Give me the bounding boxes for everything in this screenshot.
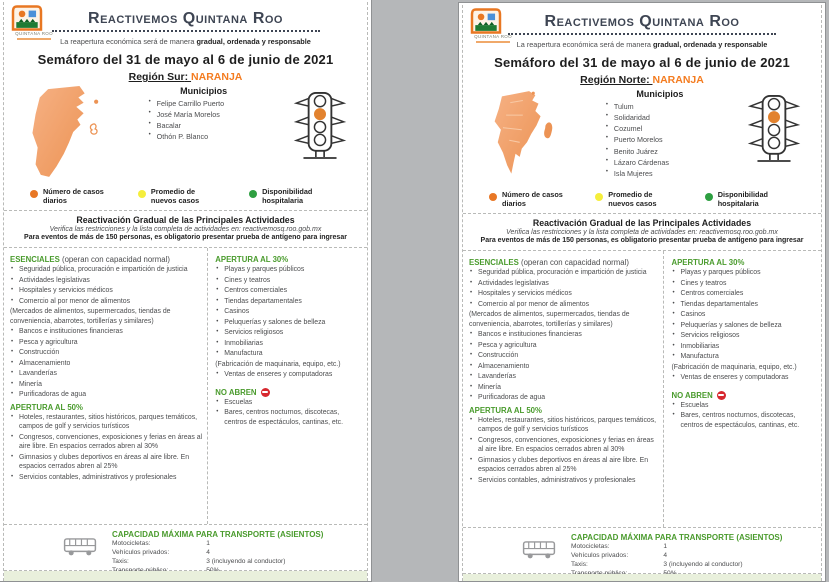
activity-item: (Fabricación de maquinaria, equipo, etc.) <box>671 363 797 371</box>
transport-row-label: Vehículos privados: <box>571 551 629 559</box>
activity-item: • Bancos e instituciones financieras <box>469 330 659 340</box>
activity-item: • Hospitales y servicios médicos <box>10 286 203 296</box>
activity-item: • Peluquerías y salones de belleza <box>671 321 817 331</box>
legend-dot-icon <box>489 193 497 201</box>
activity-item: • Ventas de enseres y computadoras <box>215 370 363 380</box>
activity-item: • Tiendas departamentales <box>215 297 363 307</box>
activity-item: • Bares, centros nocturnos, discotecas, centros de espectáculos, cantinas, etc. <box>671 411 817 430</box>
municipio-item: • José María Morelos <box>149 109 273 120</box>
activity-item: (Mercados de alimentos, supermercados, tiendas de conveniencia, abarrotes, tortillerías y similares) <box>10 308 171 325</box>
municipios-list <box>592 101 728 179</box>
activity-item: • Bancos e instituciones financieras <box>10 327 203 337</box>
esenciales-list <box>10 265 203 400</box>
legend-label: Disponibilidad hospitalaria <box>262 187 313 206</box>
reactivacion-title: Reactivación Gradual de las Principales Actividades <box>532 218 752 228</box>
transport-row <box>112 549 336 558</box>
transport-row <box>571 552 791 561</box>
region-label: Región Norte <box>580 74 647 86</box>
apertura50-list <box>10 413 203 483</box>
legend-item <box>705 190 811 209</box>
flyer-page-region-sur <box>0 0 372 582</box>
activity-item: • Construcción <box>10 348 203 358</box>
activity-item: • Playas y parques públicos <box>215 265 363 275</box>
activity-item: • Cines y teatros <box>215 276 363 286</box>
subtitle-normal: La reapertura económica será de manera <box>516 40 653 49</box>
no-entry-icon <box>717 391 726 400</box>
subtitle-bold: gradual, ordenada y responsable <box>196 37 311 46</box>
activity-item: • Almacenamiento <box>10 359 203 369</box>
region-line <box>4 71 367 83</box>
activity-item: • Centros comerciales <box>671 289 817 299</box>
activity-item: • Minería <box>469 383 659 393</box>
municipio-item: • Benito Juárez <box>606 146 728 157</box>
activity-item: • Actividades legislativas <box>10 276 203 286</box>
region-label: Región Sur <box>128 71 185 83</box>
legend-item <box>489 190 595 209</box>
municipios-block <box>592 88 728 184</box>
apertura30-list <box>215 265 363 380</box>
transport-row-label: Motocicletas: <box>571 543 610 550</box>
no-abren-title: NO ABREN <box>215 387 257 397</box>
reactivacion-line1: Verifica las restricciones y la lista completa de actividades en: reactivemosq.roo.gob.mx <box>506 229 778 236</box>
legend-label: Promedio de nuevos casos <box>150 187 200 206</box>
region-separator: : <box>184 71 192 83</box>
traffic-light-icon <box>743 92 805 168</box>
subtitle-normal: La reapertura económica será de manera <box>60 37 197 46</box>
subtitle <box>4 37 367 46</box>
legend-item <box>249 187 357 206</box>
activity-item: (Mercados de alimentos, supermercados, tiendas de conveniencia, abarrotes, tortillerías y similares) <box>469 311 630 328</box>
transport-row-value: 1 <box>663 543 668 550</box>
no-abren-title: NO ABREN <box>671 390 713 400</box>
map-region-sur <box>14 85 124 179</box>
quintana-roo-logo <box>10 4 58 40</box>
activity-item: • Centros comerciales <box>215 286 363 296</box>
legend-dot-icon <box>30 190 38 198</box>
reactivacion-line1: Verifica las restricciones y la lista completa de actividades en: reactivemosq.roo.gob.mx <box>49 226 322 233</box>
activity-item: • Actividades legislativas <box>469 279 659 289</box>
activity-item: • Escuelas <box>671 401 817 411</box>
footer-band <box>4 571 367 582</box>
activity-item: • Minería <box>10 380 203 390</box>
transport-row <box>112 558 336 567</box>
transport-title: CAPACIDAD MÁXIMA PARA TRANSPORTE (ASIENTOS) <box>112 530 324 539</box>
transport-title: CAPACIDAD MÁXIMA PARA TRANSPORTE (ASIENTOS) <box>571 533 783 542</box>
bus-icon <box>62 536 98 558</box>
activity-item: • Servicios contables, administrativos y profesionales <box>469 476 659 486</box>
header-section <box>4 2 367 211</box>
transport-row-value: 4 <box>663 551 668 559</box>
reactivacion-title: Reactivación Gradual de las Principales Actividades <box>76 215 295 225</box>
activity-item: • Bares, centros nocturnos, discotecas, centros de espectáculos, cantinas, etc. <box>215 408 363 427</box>
header-section <box>463 5 821 214</box>
activity-item: • Gimnasios y clubes deportivos en áreas al aire libre. En espacios cerrados abren al 25% <box>10 453 203 472</box>
activity-item: • Congresos, convenciones, exposiciones y ferias en áreas al aire libre. En espacios cerrados abren al 30% <box>469 436 659 455</box>
apertura30-title: APERTURA AL 30% <box>671 258 745 267</box>
legend-item <box>138 187 249 206</box>
municipio-item: • Othón P. Blanco <box>149 131 273 142</box>
reactivacion-header-section <box>463 214 821 251</box>
logo-decorative-bar <box>17 38 51 40</box>
esenciales-suffix: (operan con capacidad normal) <box>59 255 170 264</box>
activity-item: • Servicios religiosos <box>671 331 817 341</box>
reactivacion-header-section <box>4 211 367 248</box>
region-value: NARANJA <box>191 71 243 83</box>
legend-dot-icon <box>595 193 603 201</box>
activity-item: • Peluquerías y salones de belleza <box>215 318 363 328</box>
apertura50-title: APERTURA AL 50% <box>10 402 83 412</box>
legend-item <box>30 187 138 206</box>
transport-row-value: 3 (incluyendo al conductor) <box>663 560 743 568</box>
municipio-item: • Felipe Carrillo Puerto <box>149 98 273 109</box>
legend <box>4 181 367 206</box>
dotted-separator <box>508 33 776 35</box>
activity-item: • Casinos <box>215 307 363 317</box>
no-abren-list <box>215 398 363 428</box>
municipios-title: Municipios <box>636 89 684 99</box>
state-emblem-icon <box>469 7 503 35</box>
apertura30-list <box>671 268 817 383</box>
transport-row-value: 3 (incluyendo al conductor) <box>206 557 286 565</box>
no-entry-icon <box>261 388 270 397</box>
legend-item <box>595 190 704 209</box>
activity-item: • Inmobiliarias <box>671 342 817 352</box>
activity-item: • Playas y parques públicos <box>671 268 817 278</box>
region-value: NARANJA <box>652 74 704 86</box>
state-emblem-icon <box>10 4 44 32</box>
logo-caption: QUINTANA ROO <box>15 31 53 36</box>
legend <box>463 184 821 209</box>
no-abren-header <box>671 391 817 400</box>
municipio-item: • Cozumel <box>606 123 728 134</box>
apertura50-title: APERTURA AL 50% <box>469 405 542 415</box>
activity-item: • Hoteles, restaurantes, sitios históricos, parques temáticos, campos de golf y servicios turísticos <box>10 413 203 432</box>
activity-item: • Servicios religiosos <box>215 328 363 338</box>
activity-item: • Tiendas departamentales <box>671 300 817 310</box>
activity-item: • Manufactura <box>215 349 363 359</box>
legend-label: Número de casos diarios <box>43 187 104 206</box>
logo-decorative-bar <box>476 41 510 43</box>
legend-label: Promedio de nuevos casos <box>608 190 657 209</box>
esenciales-label: ESENCIALES <box>10 255 60 264</box>
municipio-item: • Puerto Morelos <box>606 134 728 145</box>
brand-title: Reactivemos Quintana Roo <box>544 13 740 30</box>
transport-row <box>112 540 336 549</box>
transport-row-value: 4 <box>206 548 210 556</box>
reactivacion-line2: Para eventos de más de 150 personas, es obligatorio presentar prueba de antígeno para ingresar <box>24 234 347 241</box>
activity-item: • Servicios contables, administrativos y profesionales <box>10 473 203 483</box>
activity-item: • Seguridad pública, procuración e impartición de justicia <box>469 268 659 278</box>
subtitle-bold: gradual, ordenada y responsable <box>652 40 768 49</box>
activities-section <box>4 248 367 525</box>
municipio-item: • Isla Mujeres <box>606 168 728 179</box>
region-separator: : <box>646 74 653 86</box>
semaforo-title: Semáforo del 31 de mayo al 6 de junio de 2021 <box>494 55 790 70</box>
municipios-list <box>135 98 273 143</box>
esenciales-list <box>469 268 659 403</box>
brand-title: Reactivemos Quintana Roo <box>88 10 283 27</box>
transport-row-label: Motocicletas: <box>112 540 151 547</box>
transport-section <box>463 528 821 574</box>
transport-row-label: Vehículos privados: <box>112 548 170 556</box>
activity-item: • Lavanderías <box>469 372 659 382</box>
activity-item: • Comercio al por menor de alimentos <box>10 297 203 307</box>
activities-column-left <box>4 248 207 524</box>
activities-column-left <box>463 251 663 527</box>
transport-row <box>571 543 791 552</box>
activity-item: • Seguridad pública, procuración e impartición de justicia <box>10 265 203 275</box>
no-abren-header <box>215 388 363 397</box>
activity-item: • Lavanderías <box>10 369 203 379</box>
activity-item: • Pesca y agricultura <box>10 338 203 348</box>
activity-item: • Purificadoras de agua <box>10 390 203 400</box>
esenciales-suffix: (operan con capacidad normal) <box>518 258 629 267</box>
activity-item: • Ventas de enseres y computadoras <box>671 373 817 383</box>
municipio-item: • Solidaridad <box>606 112 728 123</box>
activity-item: • Cines y teatros <box>671 279 817 289</box>
legend-label: Número de casos diarios <box>502 190 563 209</box>
activity-item: • Comercio al por menor de alimentos <box>469 300 659 310</box>
esenciales-title <box>469 258 659 267</box>
transport-row-label: Taxis: <box>112 557 129 565</box>
transport-row <box>571 561 791 570</box>
activity-item: • Construcción <box>469 351 659 361</box>
esenciales-label: ESENCIALES <box>469 258 519 267</box>
activity-item: • Casinos <box>671 310 817 320</box>
activity-item: • Escuelas <box>215 398 363 408</box>
legend-dot-icon <box>705 193 713 201</box>
semaforo-title: Semáforo del 31 de mayo al 6 de junio de 2021 <box>37 52 334 67</box>
dotted-separator <box>52 30 320 32</box>
region-line <box>463 74 821 86</box>
activity-item: • Hoteles, restaurantes, sitios históricos, parques temáticos, campos de golf y servicios turísticos <box>469 416 659 435</box>
traffic-light-icon <box>289 89 351 165</box>
activity-item: • Hospitales y servicios médicos <box>469 289 659 299</box>
activity-item: • Pesca y agricultura <box>469 341 659 351</box>
bus-icon <box>521 539 557 561</box>
activities-section <box>463 251 821 528</box>
municipio-item: • Bacalar <box>149 120 273 131</box>
transport-row-value: 1 <box>206 540 210 547</box>
activity-item: • Congresos, convenciones, exposiciones y ferias en áreas al aire libre. En espacios cerrados abren al 30% <box>10 433 203 452</box>
municipios-block <box>135 85 273 181</box>
esenciales-title <box>10 255 203 264</box>
municipios-title: Municipios <box>180 86 228 96</box>
activity-item: • Manufactura <box>671 352 817 362</box>
activity-item: (Fabricación de maquinaria, equipo, etc.) <box>215 360 341 368</box>
flyer-page-region-norte <box>458 2 826 582</box>
activities-column-right <box>663 251 821 527</box>
map-region-norte <box>472 88 582 182</box>
municipio-item: • Tulum <box>606 101 728 112</box>
quintana-roo-logo <box>469 7 517 43</box>
municipio-item: • Lázaro Cárdenas <box>606 157 728 168</box>
apertura30-title: APERTURA AL 30% <box>215 255 289 264</box>
reactivacion-line2: Para eventos de más de 150 personas, es obligatorio presentar prueba de antígeno para ingresar <box>480 237 804 244</box>
activity-item: • Inmobiliarias <box>215 339 363 349</box>
transport-section <box>4 525 367 571</box>
legend-dot-icon <box>249 190 257 198</box>
activity-item: • Gimnasios y clubes deportivos en áreas al aire libre. En espacios cerrados abren al 25% <box>469 456 659 475</box>
no-abren-list <box>671 401 817 431</box>
logo-caption: QUINTANA ROO <box>474 34 512 39</box>
transport-row-label: Taxis: <box>571 560 588 568</box>
legend-dot-icon <box>138 190 146 198</box>
activity-item: • Purificadoras de agua <box>469 393 659 403</box>
legend-label: Disponibilidad hospitalaria <box>717 190 768 209</box>
activity-item: • Almacenamiento <box>469 362 659 372</box>
apertura50-list <box>469 416 659 486</box>
activities-column-right <box>207 248 367 524</box>
